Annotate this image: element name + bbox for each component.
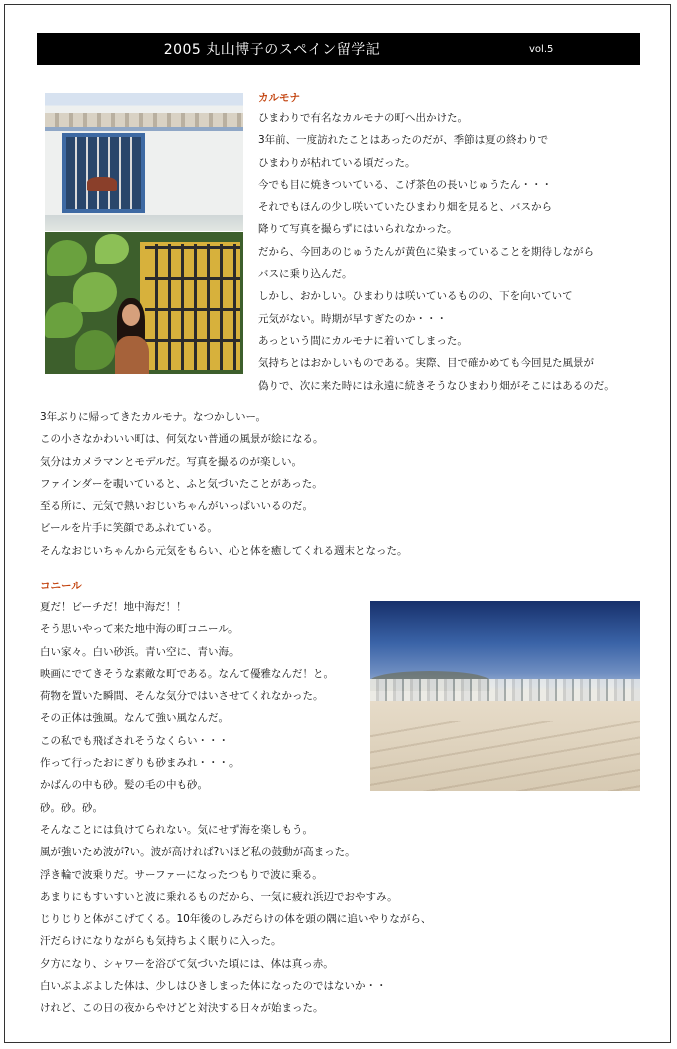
section-heading-conil: コニール (40, 580, 82, 592)
volume-label: vol.5 (529, 44, 554, 55)
conil-left-text (40, 596, 334, 819)
text-line: 風が強いため波が?い。波が高ければ?いほど私の鼓動が高まった。 (40, 846, 356, 859)
text-line: ビールを片手に笑顔であふれている。 (40, 522, 218, 535)
text-line: その正体は強風。なんて強い風なんだ。 (40, 712, 229, 725)
text-line: 白い家々。白い砂浜。青い空に、青い海。 (40, 645, 240, 658)
text-line: そんなことには負けてられない。気にせず海を楽しもう。 (40, 824, 313, 836)
carmona-portrait-photo (45, 232, 243, 374)
text-line: 気分はカメラマンとモデルだ。写真を撮るのが楽しい。 (40, 455, 302, 468)
text-line: 汗だらけになりながらも気持ちよく眠りに入った。 (40, 935, 282, 948)
text-line: 今でも目に焼きついている、こげ茶色の長いじゅうたん・・・ (258, 178, 552, 191)
carmona-window-photo (45, 93, 243, 231)
text-line: そんなおじいちゃんから元気をもらい、心と体を癒してくれる週末となった。 (40, 544, 408, 557)
text-line: ひまわりで有名なカルモナの町へ出かけた。 (258, 112, 468, 124)
text-line: 至る所に、元気で熱いおじいちゃんがいっぱいいるのだ。 (40, 500, 313, 513)
section-heading-carmona: カルモナ (258, 92, 300, 104)
text-line: 映画にでてきそうな素敵な町である。なんて優雅なんだ！と。 (40, 667, 334, 680)
title-bar (37, 33, 640, 65)
text-line: 荷物を置いた瞬間、そんな気分ではいさせてくれなかった。 (40, 690, 324, 703)
text-line: 偽りで、次に来た時には永遠に続きそうなひまわり畑がそこにはあるのだ。 (258, 379, 615, 392)
text-line: けれど、この日の夜からやけどと対決する日々が始まった。 (40, 1002, 324, 1015)
conil-full-text (40, 819, 431, 1020)
conil-beach-photo (370, 601, 640, 791)
text-line: しかし、おかしい。ひまわりは咲いているものの、下を向いていて (258, 290, 573, 303)
text-line: かばんの中も砂。髪の毛の中も砂。 (40, 779, 208, 792)
text-line: あまりにもすいすいと波に乗れるものだから、一気に疲れ浜辺でおやすみ。 (40, 890, 398, 903)
carmona-full-text (40, 406, 408, 562)
text-line: 3年前、一度訪れたことはあったのだが、季節は夏の終わりで (258, 134, 549, 147)
text-line: じりじりと体がこげてくる。10年後のしみだらけの体を頭の隅に追いやりながら、 (40, 913, 432, 926)
text-line: 砂。砂。砂。 (40, 801, 103, 814)
text-line: ファインダーを覗いていると、ふと気づいたことがあった。 (40, 477, 323, 490)
text-line: 降りて写真を撮らずにはいられなかった。 (258, 223, 458, 236)
text-line: だから、今回あのじゅうたんが黄色に染まっていることを期待しながら (258, 245, 594, 258)
text-line: あっという間にカルモナに着いてしまった。 (258, 334, 468, 347)
text-line: 白いぶよぶよした体は、少しはひきしまった体になったのではないか・・ (40, 980, 387, 993)
text-line: 3年ぶりに帰ってきたカルモナ。なつかしいー。 (40, 411, 267, 423)
text-line: この小さなかわいい町は、何気ない普通の風景が絵になる。 (40, 433, 324, 446)
text-line: そう思いやって来た地中海の町コニール。 (40, 623, 239, 636)
text-line: 作って行ったおにぎりも砂まみれ・・・。 (40, 757, 240, 770)
text-line: 浮き輪で波乗りだ。サーファーになったつもりで波に乗る。 (40, 868, 323, 881)
text-line: 元気がない。時期が早すぎたのか・・・ (258, 312, 447, 325)
text-line: 気持ちとはおかしいものである。実際、目で確かめても今回見た風景が (258, 357, 594, 370)
text-line: それでもほんの少し咲いていたひまわり畑を見ると、バスから (258, 201, 552, 214)
text-line: ひまわりが枯れている頃だった。 (258, 156, 416, 169)
page-title: 2005 丸山博子のスペイン留学記 (163, 42, 381, 58)
text-line: この私でも飛ばされそうなくらい・・・ (40, 734, 229, 747)
text-line: 夕方になり、シャワーを浴びて気づいた頃には、体は真っ赤。 (40, 957, 334, 970)
text-line: 夏だ！ビーチだ！地中海だ！！ (40, 601, 187, 613)
carmona-right-text (258, 107, 615, 397)
text-line: バスに乗り込んだ。 (258, 268, 353, 281)
